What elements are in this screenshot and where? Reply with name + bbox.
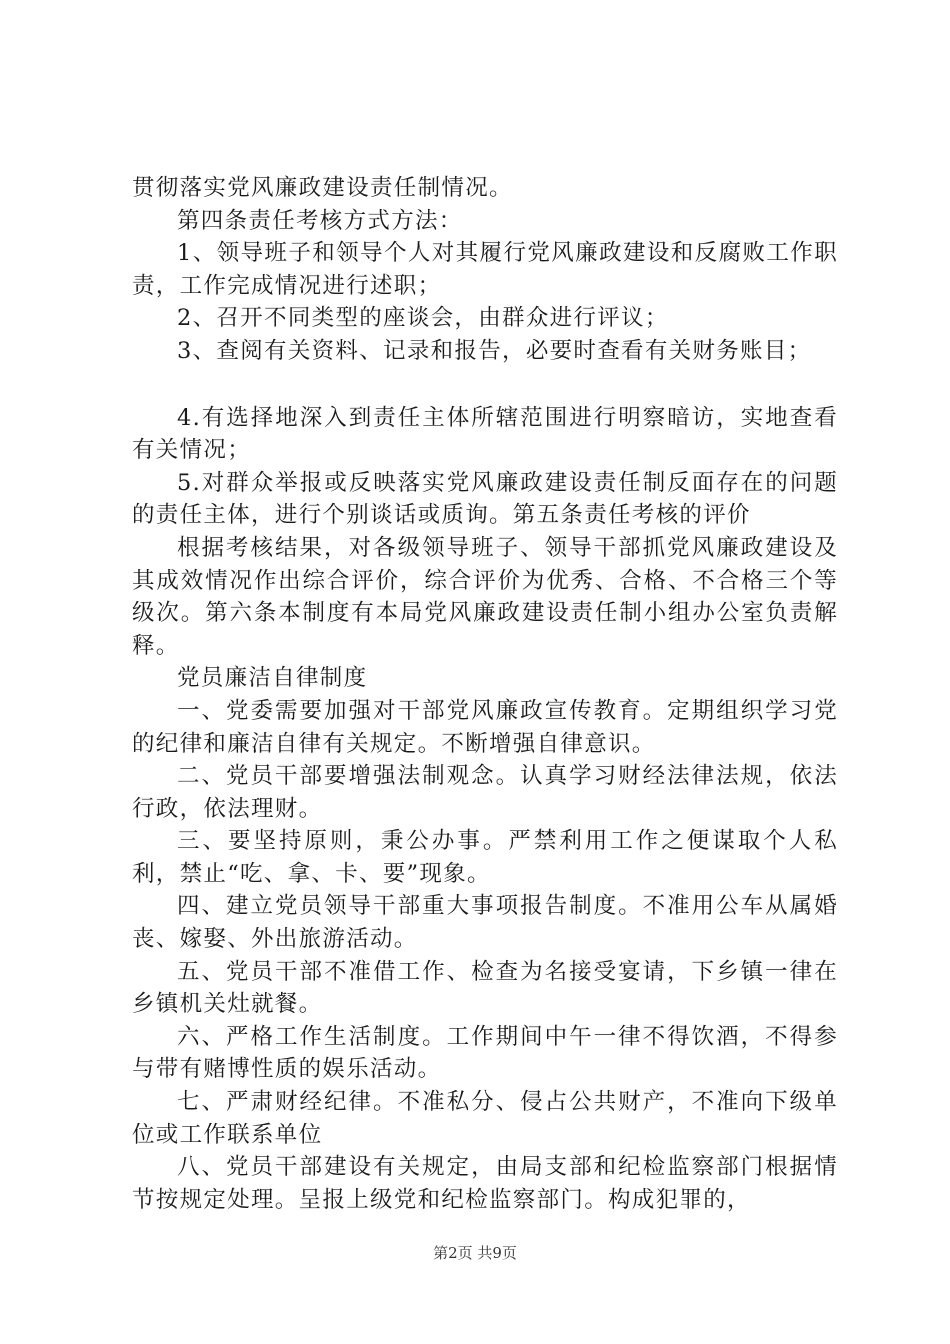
paragraph: 5.对群众举报或反映落实党风廉政建设责任制反面存在的问题的责任主体，进行个别谈话或质询。第五条责任考核的评价	[132, 469, 838, 529]
paragraph: 六、严格工作生活制度。工作期间中午一律不得饮酒，不得参与带有赌博性质的娱乐活动。	[132, 1023, 838, 1083]
paragraph: 第四条责任考核方式方法：	[177, 207, 463, 234]
paragraph: 4.有选择地深入到责任主体所辖范围进行明察暗访，实地查看有关情况；	[132, 404, 838, 464]
document-body	[132, 172, 838, 1216]
paragraph: 贯彻落实党风廉政建设责任制情况。	[132, 175, 513, 201]
paragraph: 四、建立党员领导干部重大事项报告制度。不准用公车从属婚丧、嫁娶、外出旅游活动。	[132, 893, 838, 953]
page-number-footer: 第2页 共9页	[433, 1244, 517, 1262]
paragraph: 二、党员干部要增强法制观念。认真学习财经法律法规，依法行政，依法理财。	[132, 763, 838, 822]
paragraph-spacer	[132, 368, 838, 402]
section-heading: 党员廉洁自律制度	[177, 665, 368, 692]
paragraph: 八、党员干部建设有关规定，由局支部和纪检监察部门根据情节按规定处理。呈报上级党和纪检监察部门。构成犯罪的，	[132, 1154, 838, 1213]
paragraph: 五、党员干部不准借工作、检查为名接受宴请，下乡镇一律在乡镇机关灶就餐。	[132, 958, 838, 1018]
paragraph: 1、领导班子和领导个人对其履行党风廉政建设和反腐败工作职责，工作完成情况进行述职；	[132, 240, 838, 299]
paragraph: 2、召开不同类型的座谈会，由群众进行评议；	[177, 305, 669, 332]
paragraph: 三、要坚持原则，秉公办事。严禁利用工作之便谋取个人私利，禁止“吃、拿、卡、要”现象。	[132, 828, 838, 887]
paragraph: 七、严肃财经纪律。不准私分、侵占公共财产，不准向下级单位或工作联系单位	[132, 1089, 838, 1148]
paragraph: 3、查阅有关资料、记录和报告，必要时查看有关财务账目；	[177, 337, 812, 364]
paragraph: 根据考核结果，对各级领导班子、领导干部抓党风廉政建设及其成效情况作出综合评价，综合评价为优秀、合格、不合格三个等级次。第六条本制度有本局党风廉政建设责任制小组办公室负责解释。	[132, 534, 838, 659]
paragraph: 一、党委需要加强对干部党风廉政宣传教育。定期组织学习党的纪律和廉洁自律有关规定。不断增强自律意识。	[132, 697, 838, 757]
